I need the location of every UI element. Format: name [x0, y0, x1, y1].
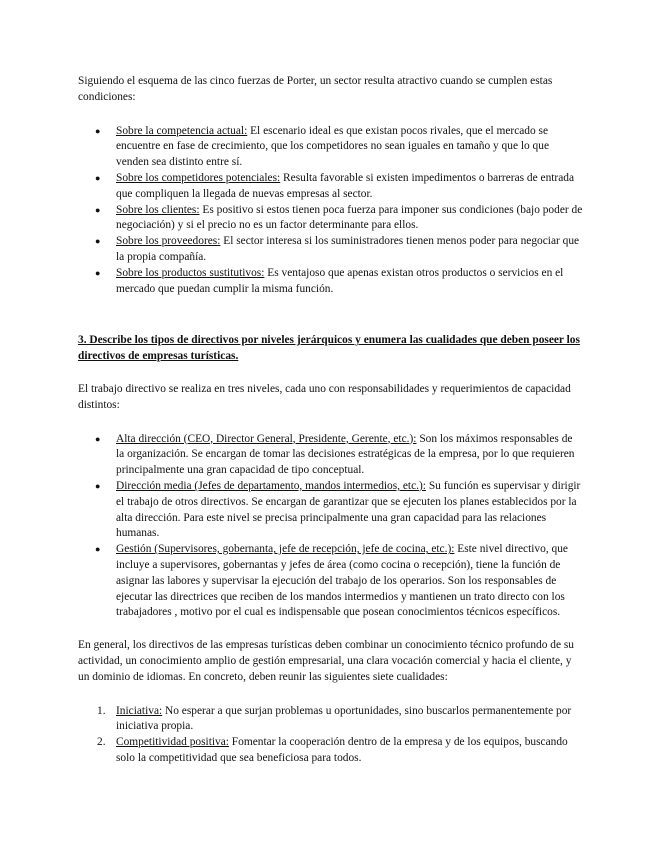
list-item-term: Alta dirección (CEO, Director General, Presidente, Gerente, etc.):	[116, 432, 417, 445]
list-item-number: 1.	[97, 704, 106, 717]
list-item	[78, 203, 583, 235]
list-item-text: Es ventajoso que apenas existan otros productos o servicios en el mercado que puedan cumplir la misma función.	[116, 266, 564, 295]
list-item	[78, 171, 583, 203]
list-item-text: Su función es supervisar y dirigir el trabajo de otros directivos. Se encargan de garantizar que se ejecuten los planes establecidos por la alta dirección. Para este nivel se precisa principalmente una gran capacidad para las relaciones humanas.	[116, 479, 581, 540]
porter-forces-list	[78, 124, 583, 298]
qualities-intro-paragraph: En general, los directivos de las empresas turísticas deben combinar un conocimiento técnico profundo de su actividad, un conocimiento amplio de gestión empresarial, una clara vocación comercial y hacia el cliente, y un dominio de idiomas. En concreto, deben reunir las siguientes siete cualidades:	[78, 639, 574, 683]
list-item-text: Resulta favorable si existen impedimentos o barreras de entrada que compliquen la llegada de nuevas empresas al sector.	[116, 171, 575, 200]
levels-intro-paragraph: El trabajo directivo se realiza en tres niveles, cada uno con responsabilidades y requerimientos de capacidad distintos:	[78, 382, 571, 411]
list-item-term: Iniciativa:	[116, 704, 163, 717]
qualities-list	[78, 704, 583, 767]
list-item-term: Dirección media (Jefes de departamento, mandos intermedios, etc.):	[116, 479, 426, 492]
list-item-number: 2.	[97, 736, 106, 749]
management-levels-list	[78, 432, 583, 622]
list-item-text: El escenario ideal es que existan pocos rivales, que el mercado se encuentre en fase de crecimiento, que los competidores no sean iguales en tamaño y que lo que venden sea distinto entre sí.	[116, 124, 549, 169]
list-item-text: Son los máximos responsables de la organización. Se encargan de tomar las decisiones estratégicas de la empresa, por lo que requieren principalmente una gran capacidad de tipo conceptual.	[116, 432, 575, 477]
list-item	[78, 542, 583, 621]
list-item	[78, 266, 583, 298]
list-item-text: Fomentar la cooperación dentro de la empresa y de los equipos, buscando solo la competitividad que sea beneficiosa para todos.	[116, 736, 568, 764]
list-item	[78, 432, 583, 479]
list-item-text: Este nivel directivo, que incluye a supervisores, gobernantas y jefes de área (como cocina o recepción), tiene la función de asignar las labores y supervisar la ejecución del trabajo de los operarios. Son los responsables de ejecutar las directrices que reciben de los mandos intermedios y mantienen un trato directo con los trabajadores , motivo por el cual es indispensable que posean conocimientos técnicos específicos.	[116, 543, 568, 619]
list-item	[78, 124, 583, 171]
list-item-text: Es positivo si estos tienen poca fuerza para imponer sus condiciones (bajo poder de negociación) y si el precio no es un factor determinante para ellos.	[116, 203, 583, 232]
list-item	[78, 735, 583, 767]
list-item-term: Sobre los proveedores:	[116, 235, 221, 248]
list-item-term: Gestión (Supervisores, gobernanta, jefe de recepción, jefe de cocina, etc.):	[116, 543, 455, 556]
list-item-text: No esperar a que surjan problemas u oportunidades, sino buscarlos permanentemente por iniciativa propia.	[116, 704, 572, 733]
list-item	[78, 234, 583, 266]
list-item-term: Sobre la competencia actual:	[116, 124, 248, 137]
list-item	[78, 479, 583, 542]
list-item-text: El sector interesa si los suministradores tienen menos poder para negociar que la propia compañía.	[116, 235, 580, 263]
list-item-term: Competitividad positiva:	[116, 736, 229, 749]
intro-paragraph: Siguiendo el esquema de las cinco fuerzas de Porter, un sector resulta atractivo cuando se cumplen estas condiciones:	[78, 75, 553, 103]
list-item-term: Sobre los productos sustitutivos:	[116, 266, 265, 279]
list-item-term: Sobre los competidores potenciales:	[116, 171, 281, 184]
section-heading: 3. Describe los tipos de directivos por niveles jerárquicos y enumera las cualidades que deben poseer los directivos de empresas turísticas.	[78, 334, 580, 363]
list-item-term: Sobre los clientes:	[116, 203, 200, 216]
list-item	[78, 704, 583, 736]
